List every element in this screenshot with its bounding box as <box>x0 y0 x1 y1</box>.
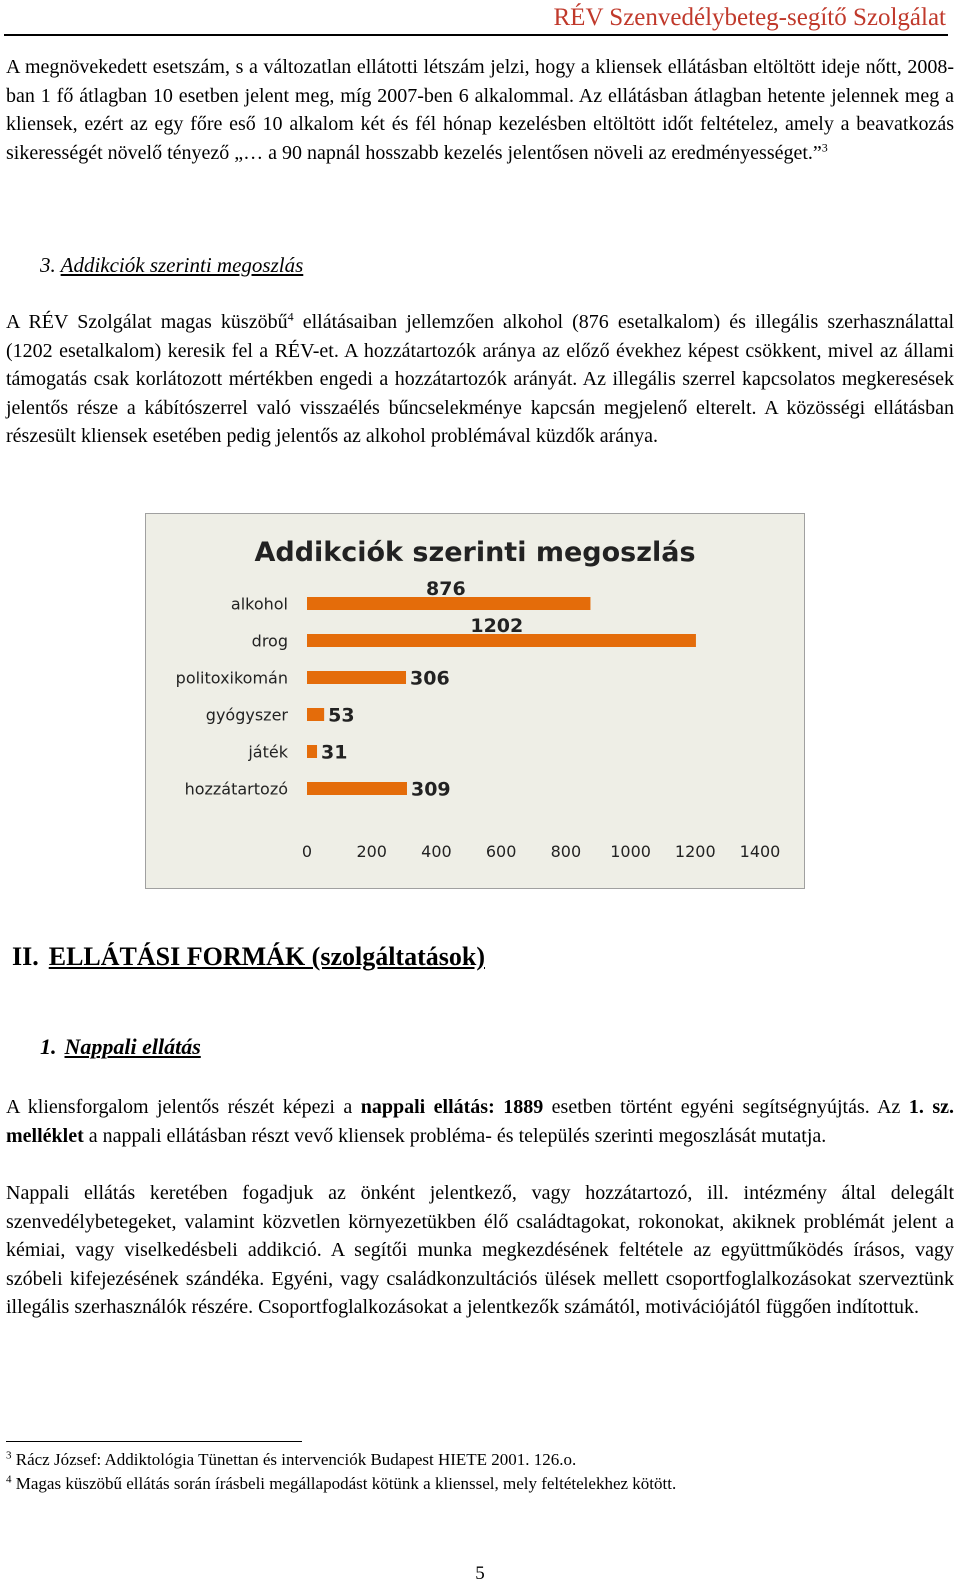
bar <box>307 782 407 795</box>
category-label: gyógyszer <box>205 705 288 725</box>
x-tick-label: 400 <box>421 842 452 861</box>
nappali-p1-bold-count: nappali ellátás: 1889 <box>360 1096 544 1118</box>
footnote-3-number: 3 <box>6 1449 12 1462</box>
nappali-p1-annex-ref: 1. sz. melléklet <box>6 1096 954 1147</box>
bar <box>307 671 406 684</box>
footnote-3 <box>6 1450 576 1470</box>
x-tick-label: 600 <box>485 842 517 861</box>
section-3-paragraph <box>6 308 954 451</box>
intro-paragraph <box>6 53 954 167</box>
data-label: 53 <box>328 704 355 727</box>
nappali-p1-e: a nappali ellátásban részt vevő kliensek probléma- és település szerinti megoszlását mutatja. <box>83 1124 827 1147</box>
category-label: játék <box>248 742 288 762</box>
category-label: hozzátartozó <box>184 779 288 799</box>
section-3-text-before: A RÉV Szolgálat magas küszöbű <box>6 311 288 333</box>
category-label: alkohol <box>230 594 288 614</box>
nappali-paragraph-2: Nappali ellátás keretében fogadjuk az önként jelentkező, vagy hozzátartozó, ill. intézmény által delegált szenvedélybetegeket, valamint közvetlen környezetükben élő családtagokat, rokonokat, akiknek problémát jelent a kémiai, vagy viselkedésbeli addikció. A segítői munka megkezdésének feltétele az együttműködés írásos, vagy szóbeli kifejezésének szándéka. Egyéni, vagy családkonzultációs ülések mellett csoportfoglalkozásokat szerveztünk illegális szerhasználók részére. Csoportfoglalkozásokat a jelentkezők számától, motivációjától függően indítottuk. <box>6 1182 954 1319</box>
footnote-ref-3[interactable]: 3 <box>821 140 828 155</box>
bar <box>307 745 317 758</box>
running-header: RÉV Szenvedélybeteg-segítő Szolgálat <box>553 4 946 31</box>
bar <box>307 708 324 721</box>
nappali-p1-a: A kliensforgalom jelentős részét képezi a <box>6 1096 361 1118</box>
nappali-paragraph-1 <box>6 1093 954 1150</box>
footnote-4 <box>6 1474 676 1494</box>
footnote-rule <box>6 1441 302 1442</box>
subsection-1-title: Nappali ellátás <box>64 1034 201 1059</box>
addiction-chart-svg <box>146 514 804 888</box>
section-II-number: II. <box>12 942 39 971</box>
data-label: 309 <box>410 778 451 801</box>
addiction-chart <box>145 513 805 889</box>
x-tick-label: 1000 <box>610 842 651 861</box>
data-label: 31 <box>321 741 348 764</box>
x-tick-label: 800 <box>550 842 582 861</box>
section-3-number: 3. <box>40 253 56 277</box>
data-label: 306 <box>410 667 450 690</box>
x-tick-label: 1400 <box>739 842 781 861</box>
footnote-4-text: Magas küszöbű ellátás során írásbeli megállapodást kötünk a klienssel, mely feltételekhez kötött. <box>15 1474 677 1493</box>
x-tick-label: 1200 <box>674 842 716 861</box>
section-II-heading <box>12 942 485 972</box>
footnote-4-number: 4 <box>6 1473 12 1486</box>
category-label: drog <box>251 631 288 651</box>
header-rule <box>4 34 948 36</box>
section-3-text-after: ellátásaiban jellemzően alkohol (876 esetalkalom) és illegális szerhasználattal (1202 esetalkalom) keresik fel a RÉV-et. A hozzátartozók aránya az előző évekhez képest csökkent, mivel az állami támogatás csak korlátozott mértékben engedi a hozzátartozók arányát. Az illegális szerrel kapcsolatos megkeresések jelentős része a kábítószerrel való visszaélés bűncselekménye kapcsán megjelenő elterelt. A közösségi ellátásban részesült kliensek esetében pedig jelentős az alkohol problémával küzdők aránya. <box>6 311 954 448</box>
data-label: 1202 <box>470 615 524 637</box>
section-3-title: Addikciók szerinti megoszlás <box>60 253 304 277</box>
subsection-1-heading <box>40 1034 201 1060</box>
x-tick-label: 200 <box>356 842 387 861</box>
section-3-heading <box>40 253 303 278</box>
data-label: 876 <box>426 578 466 600</box>
intro-text: A megnövekedett esetszám, s a változatlan ellátotti létszám jelzi, hogy a kliensek ellátásban eltöltött ideje nőtt, 2008-ban 1 fő átlagban 10 esetben jelent meg, míg 2007-ben 6 alkalommal. Az ellátásban átlagban hetente jelennek meg a kliensek, ezért az egy főre eső 10 alkalom két és fél hónap kezelésben eltöltött időt feltételez, amely a beavatkozás sikerességét növelő tényező „… a 90 napnál hosszabb kezelés jelentősen növeli az eredményességet.” <box>6 56 954 164</box>
category-label: politoxikomán <box>175 668 288 688</box>
footnote-3-text: Rácz József: Addiktológia Tünettan és intervenciók Budapest HIETE 2001. 126.o. <box>15 1450 577 1469</box>
subsection-1-number: 1. <box>40 1034 57 1059</box>
footnote-ref-4[interactable]: 4 <box>287 309 294 324</box>
page-number: 5 <box>475 1563 485 1584</box>
chart-title: Addikciók szerinti megoszlás <box>254 537 696 568</box>
section-II-title: ELLÁTÁSI FORMÁK (szolgáltatások) <box>48 942 485 971</box>
x-tick-label: 0 <box>301 842 313 861</box>
nappali-p1-c: esetben történt egyéni segítségnyújtás. Az <box>543 1096 909 1118</box>
